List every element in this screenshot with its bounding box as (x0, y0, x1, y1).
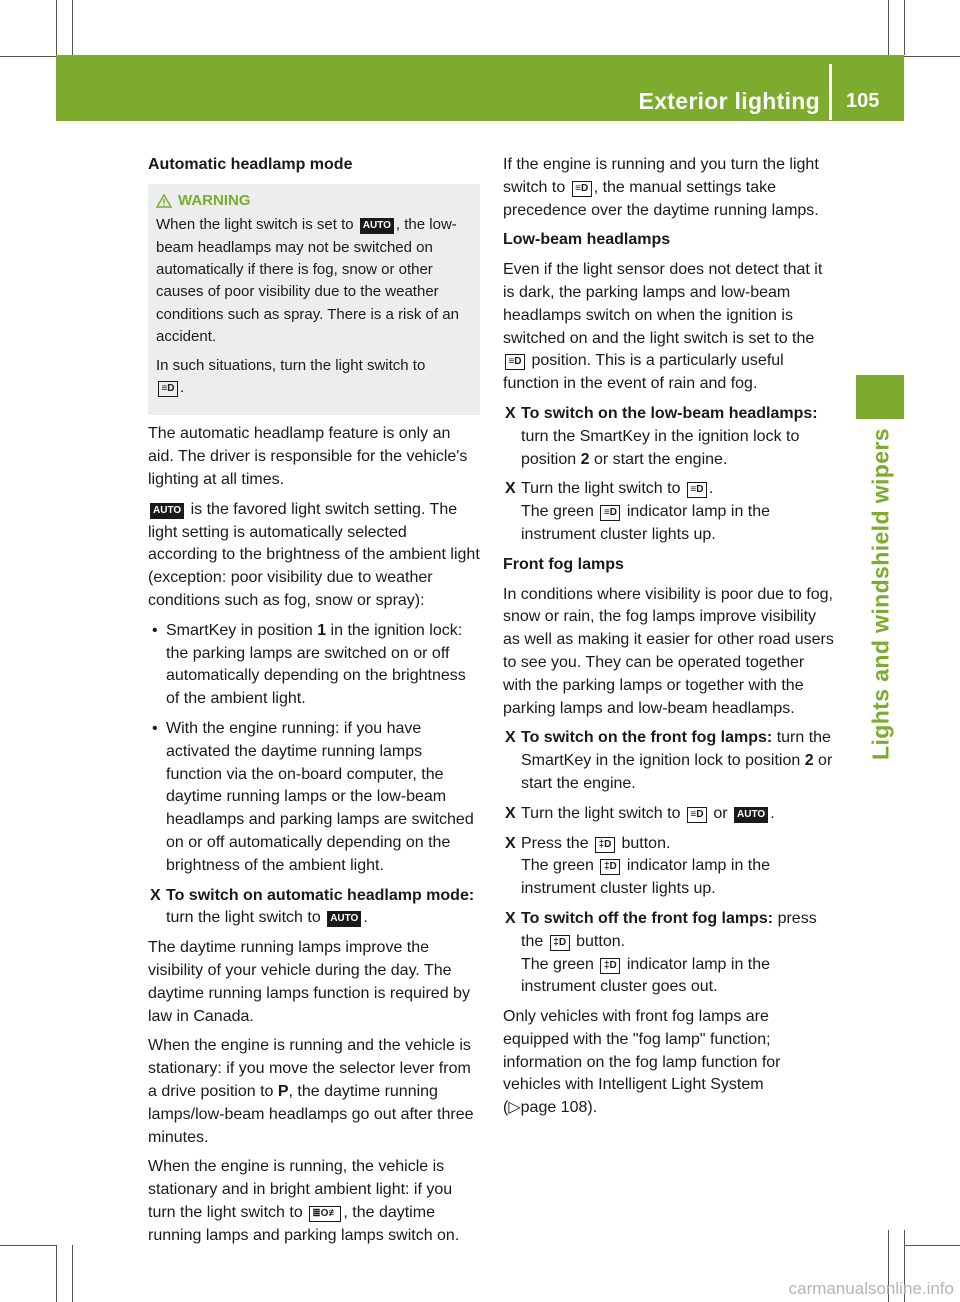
instruction-step: X Turn the light switch to ≡D or AUTO . (503, 803, 835, 826)
warning-text: When the light switch is set to AUTO , the low-beam headlamps may not be switched on automatically if there is fog, snow or other causes of poor visibility due to the weather conditions such as spray. There is a risk of an accident. (156, 216, 459, 346)
step-arrow-icon: X (505, 404, 516, 422)
crop-mark (904, 0, 905, 55)
paragraph: AUTO is the favored light switch setting. The light setting is automatically selected according to the brightness of the ambient light (exception: poor visibility due to weather conditions such as fog, snow or spray): (148, 500, 480, 610)
instruction-step: X To switch on automatic headlamp mode: turn the light switch to AUTO . (150, 886, 475, 927)
crop-mark (904, 56, 960, 57)
step-arrow-icon: X (505, 804, 516, 822)
page-ref-arrow-icon: ▷ (508, 1099, 521, 1117)
crop-mark (56, 1245, 57, 1302)
step-arrow-icon: X (505, 729, 516, 747)
crop-mark (0, 56, 56, 57)
watermark: carmanualsonline.info (788, 1279, 954, 1298)
low-beam-icon: ≡D (158, 381, 178, 397)
header-divider (829, 64, 832, 120)
auto-icon: AUTO (734, 807, 768, 823)
instruction-step: X Press the ‡D button. The green ‡D indicator lamp in the instrument cluster lights up. (505, 834, 771, 898)
left-column (148, 154, 480, 1255)
warning-title: WARNING (156, 190, 472, 212)
fog-lamp-icon: ‡D (550, 935, 570, 951)
section-title: Exterior lighting (638, 88, 820, 114)
chapter-tab (856, 375, 904, 419)
page-reference-link[interactable]: page 108). (520, 1099, 598, 1117)
paragraph: When the engine is running, the vehicle is stationary and in bright ambient light: if you turn the light switch to ≣O≢ , the daytime running lamps and parking lamps switch on. (148, 1158, 460, 1244)
low-beam-icon: ≡D (600, 505, 620, 521)
low-beam-icon: ≡D (687, 482, 707, 498)
step-arrow-icon: X (505, 480, 516, 498)
step-arrow-icon: X (505, 834, 516, 852)
warning-box (148, 184, 480, 416)
low-beam-icon: ≡D (505, 354, 525, 370)
auto-icon: AUTO (360, 218, 394, 234)
warning-text-2: In such situations, turn the light switch to ≡D . (156, 356, 426, 397)
crop-mark (72, 0, 73, 55)
paragraph: In conditions where visibility is poor due to fog, snow or rain, the fog lamps improve visibility as well as making it easier for other road users to see you. They can be operated together with the parking lamps or together with the parking lamps and low-beam headlamps. (503, 585, 834, 717)
crop-mark (0, 1245, 56, 1246)
crop-mark (72, 1245, 73, 1302)
heading-low-beam: Low-beam headlamps (503, 231, 671, 249)
paragraph: The automatic headlamp feature is only an aid. The driver is responsible for the vehicle's lighting at all times. (148, 425, 468, 489)
instruction-step: X To switch on the low-beam headlamps: turn the SmartKey in the ignition lock to position 2 or start the engine. (505, 404, 818, 468)
list-item: • SmartKey in position 1 in the ignition lock: the parking lamps are switched on or off automatically depending on the brightness of the ambient light. (148, 620, 480, 711)
warning-triangle-icon (156, 194, 172, 208)
low-beam-icon: ≡D (687, 807, 707, 823)
chapter-label: Lights and windshield wipers (867, 428, 894, 760)
list-item: • With the engine running: if you have activated the daytime running lamps function via the on-board computer, the daytime running lamps or the low-beam headlamps and parking lamps are switched on or off automatically depending on the brightness of the ambient light. (148, 718, 480, 878)
heading-automatic-headlamp: Automatic headlamp mode (148, 156, 353, 173)
parking-lamp-icon: ≣O≢ (309, 1206, 341, 1222)
step-arrow-icon: X (505, 909, 516, 927)
instruction-step: X To switch off the front fog lamps: press the ‡D button. The green ‡D indicator lamp in the instrument cluster goes out. (505, 909, 817, 996)
instruction-step: X Turn the light switch to ≡D . The green ≡D indicator lamp in the instrument cluster lights up. (505, 480, 771, 543)
paragraph: When the engine is running and the vehicle is stationary: if you move the selector lever from a drive position to P, the daytime running lamps/low-beam headlamps go out after three minutes. (148, 1037, 474, 1146)
step-arrow-icon: X (150, 886, 161, 904)
crop-mark (904, 1245, 960, 1246)
heading-front-fog: Front fog lamps (503, 555, 624, 573)
fog-lamp-icon: ‡D (600, 859, 620, 875)
page-number: 105 (846, 90, 880, 112)
paragraph: The daytime running lamps improve the visibility of your vehicle during the day. The daytime running lamps function is required by law in Canada. (148, 939, 470, 1025)
crop-mark (888, 0, 889, 55)
auto-icon: AUTO (327, 911, 361, 927)
auto-icon: AUTO (150, 503, 184, 519)
paragraph: Only vehicles with front fog lamps are equipped with the "fog lamp" function; information on the fog lamp function for vehicles with Intelligent Light System (▷page 108). (503, 1008, 781, 1117)
right-column (503, 154, 835, 1127)
fog-lamp-icon: ‡D (600, 958, 620, 974)
fog-lamp-icon: ‡D (595, 837, 615, 853)
low-beam-icon: ≡D (572, 181, 592, 197)
crop-mark (56, 0, 57, 55)
paragraph: If the engine is running and you turn the light switch to ≡D , the manual settings take precedence over the daytime running lamps. (503, 156, 819, 219)
instruction-step: X To switch on the front fog lamps: turn the SmartKey in the ignition lock to position 2 or start the engine. (505, 729, 833, 792)
paragraph: Even if the light sensor does not detect that it is dark, the parking lamps and low-beam headlamps switch on when the ignition is switched on and the light switch is set to the ≡D position. This is a particularly useful function in the event of rain and fog. (503, 261, 823, 393)
